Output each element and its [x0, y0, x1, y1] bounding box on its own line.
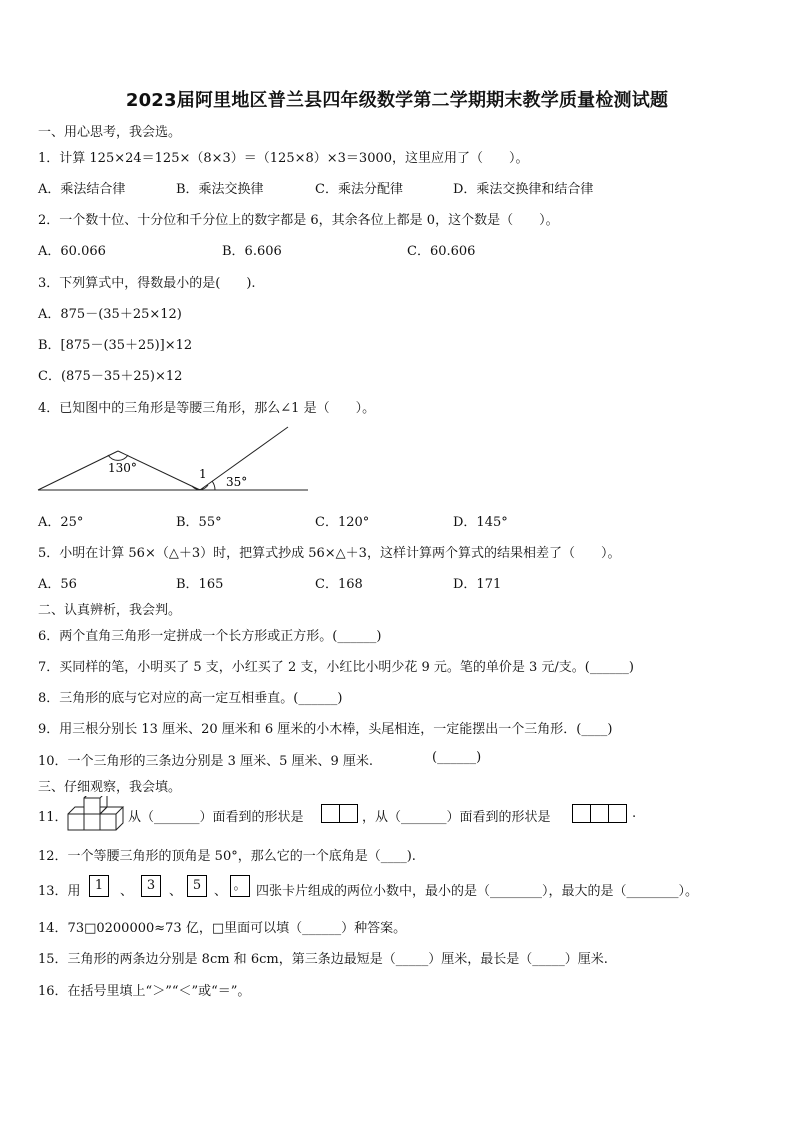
question-5: 5．小明在计算 56×（△＋3）时，把算式抄成 56×△＋3，这样计算两个算式的结果相差了（ ）。 — [38, 546, 621, 561]
question-8: 8．三角形的底与它对应的高一定互相垂直。(______) — [38, 691, 343, 706]
q1-option-a[interactable]: A．乘法结合律 — [38, 182, 126, 197]
view-shape-2 — [572, 804, 627, 823]
section-heading-1: 一、用心思考，我会选。 — [38, 125, 182, 140]
question-3: 3．下列算式中，得数最小的是( ). — [38, 276, 256, 291]
card-separator: 、 — [169, 884, 183, 899]
q5-option-b[interactable]: B．165 — [176, 577, 224, 592]
q2-option-c[interactable]: C．60.606 — [407, 244, 476, 259]
card-separator: 、 — [214, 884, 228, 899]
angle-label-35: 35° — [226, 475, 248, 489]
question-10: 10．一个三角形的三条边分别是 3 厘米、5 厘米、9 厘米. — [38, 754, 374, 769]
q10-answer-blank[interactable]: (______) — [432, 750, 482, 765]
angle-label-1: 1 — [199, 467, 207, 481]
q3-option-b[interactable]: B．[875－(35＋25)]×12 — [38, 338, 193, 353]
q3-option-c[interactable]: C．(875－35＋25)×12 — [38, 369, 183, 384]
section-heading-3: 三、仔细观察，我会填。 — [38, 780, 182, 795]
triangle-figure — [34, 424, 314, 496]
section-heading-2: 二、认真辨析，我会判。 — [38, 603, 182, 618]
q1-option-c[interactable]: C．乘法分配律 — [315, 182, 403, 197]
number-card-3: 3 — [141, 875, 161, 897]
question-11-number: 11． — [38, 810, 68, 825]
card-separator: 、 — [120, 884, 134, 899]
q2-option-b[interactable]: B．6.606 — [222, 244, 282, 259]
cube-stack-icon — [66, 796, 128, 834]
question-1: 1．计算 125×24＝125×（8×3）＝（125×8）×3＝3000，这里应用了（ ）。 — [38, 151, 529, 166]
page-title: 2023届阿里地区普兰县四年级数学第二学期期末教学质量检测试题 — [125, 90, 669, 111]
q5-option-a[interactable]: A．56 — [38, 577, 77, 592]
number-card-5: 5 — [187, 875, 207, 897]
question-13-suffix: 四张卡片组成的两位小数中，最小的是（________），最大的是（________）。 — [256, 884, 699, 899]
question-2: 2．一个数十位、十分位和千分位上的数字都是 6，其余各位上都是 0，这个数是（ ）。 — [38, 213, 559, 228]
q4-option-a[interactable]: A．25° — [38, 515, 84, 530]
q11-part1: 从（_______）面看到的形状是 — [128, 810, 304, 825]
question-4: 4．已知图中的三角形是等腰三角形，那么∠1 是（ ）。 — [38, 401, 376, 416]
question-7: 7．买同样的笔，小明买了 5 支，小红买了 2 支，小红比小明少花 9 元。笔的单价是 3 元/支。(______) — [38, 660, 634, 675]
q5-option-c[interactable]: C．168 — [315, 577, 363, 592]
question-12: 12．一个等腰三角形的顶角是 50°，那么它的一个底角是（____). — [38, 849, 416, 864]
q2-option-a[interactable]: A．60.066 — [38, 244, 106, 259]
question-16: 16．在括号里填上“＞”“＜”或“＝”。 — [38, 984, 251, 999]
q4-option-b[interactable]: B．55° — [176, 515, 222, 530]
figure-left-side — [38, 451, 118, 490]
angle-label-130: 130° — [108, 461, 137, 475]
q4-option-c[interactable]: C．120° — [315, 515, 370, 530]
arc-35 — [212, 481, 215, 490]
q3-option-a[interactable]: A．875－(35＋25×12) — [38, 307, 182, 322]
q4-option-d[interactable]: D．145° — [453, 515, 508, 530]
q1-option-b[interactable]: B．乘法交换律 — [176, 182, 264, 197]
arc-top — [108, 455, 128, 460]
question-6: 6．两个直角三角形一定拼成一个长方形或正方形。(______) — [38, 629, 382, 644]
q11-part2: ，从（_______）面看到的形状是 — [362, 810, 551, 825]
question-15: 15．三角形的两条边分别是 8cm 和 6cm，第三条边最短是（_____）厘米，最长是（_____）厘米. — [38, 952, 608, 967]
question-14: 14．73□0200000≈73 亿，□里面可以填（______）种答案。 — [38, 921, 407, 936]
view-shape-1 — [321, 804, 358, 823]
number-card-1: 1 — [89, 875, 109, 897]
question-9: 9．用三根分别长 13 厘米、20 厘米和 6 厘米的小木棒，头尾相连，一定能摆出一个三角形．(____) — [38, 722, 613, 737]
q11-end: . — [632, 806, 637, 821]
number-card-dot: 。 — [230, 875, 250, 897]
q1-option-d[interactable]: D．乘法交换律和结合律 — [453, 182, 594, 197]
question-13-prefix: 13．用 — [38, 884, 81, 899]
q5-option-d[interactable]: D．171 — [453, 577, 502, 592]
